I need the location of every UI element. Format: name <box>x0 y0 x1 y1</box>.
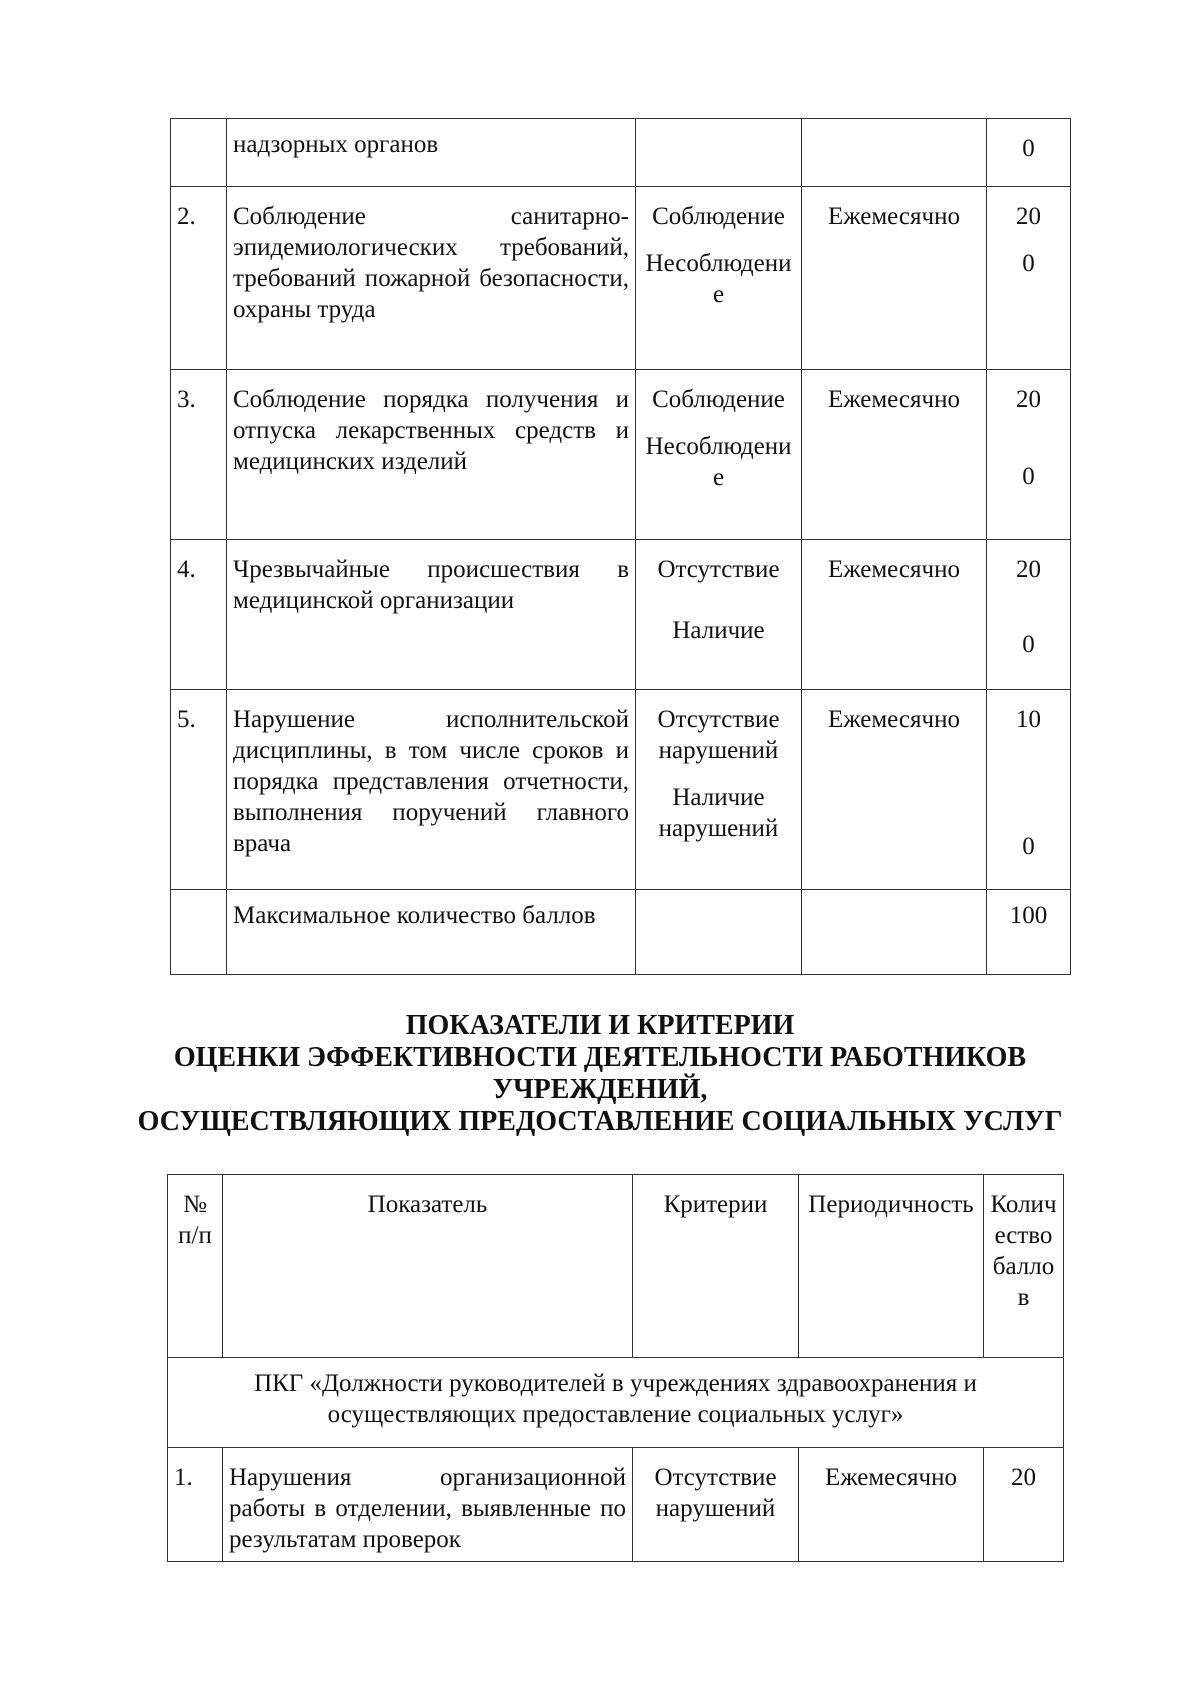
section-heading <box>120 1010 1080 1138</box>
period-cell: Ежемесячно <box>802 690 987 890</box>
indicator-cell: Нарушение исполнительской дисциплины, в том числе сроков и порядка представления отчетности, выполнения поручений главного врача <box>227 690 636 890</box>
criterion-negative: Наличие нарушений <box>658 784 779 842</box>
points-total: 100 <box>1009 902 1048 929</box>
points-cell <box>987 890 1071 975</box>
criterion-negative: Несоблюдение <box>645 433 792 491</box>
period-cell <box>802 890 987 975</box>
header-indicator: Показатель <box>223 1175 633 1358</box>
criterion-positive: Отсутствие <box>657 556 780 583</box>
period-cell <box>802 119 987 187</box>
row-number: 5. <box>171 690 227 890</box>
points-min: 0 <box>1022 631 1035 658</box>
table-row <box>171 370 1071 540</box>
points-max: 10 <box>1016 706 1041 733</box>
row-number: 2. <box>171 187 227 370</box>
row-number: 4. <box>171 540 227 690</box>
criterion-positive: Отсутствие нарушений <box>654 1464 777 1522</box>
points-min: 0 <box>1022 250 1035 277</box>
indicator-cell: Соблюдение порядка получения и отпуска лекарственных средств и медицинских изделий <box>227 370 636 540</box>
points-min: 0 <box>1022 833 1035 860</box>
criterion-negative: Несоблюдение <box>645 250 792 308</box>
points-min: 0 <box>1022 463 1035 490</box>
table-row <box>171 540 1071 690</box>
criteria-cell <box>636 119 802 187</box>
criterion-positive: Отсутствие нарушений <box>657 706 780 764</box>
criteria-table-continued <box>170 118 1071 975</box>
period-cell: Ежемесячно <box>802 540 987 690</box>
points-cell <box>987 690 1071 890</box>
header-period: Периодичность <box>799 1175 984 1358</box>
points-max: 20 <box>1016 556 1041 583</box>
indicator-cell: Максимальное количество баллов <box>227 890 636 975</box>
points-cell <box>987 187 1071 370</box>
heading-line: УЧРЕЖДЕНИЙ, <box>492 1074 708 1105</box>
header-number: № п/п <box>168 1175 223 1358</box>
heading-line: ОСУЩЕСТВЛЯЮЩИХ ПРЕДОСТАВЛЕНИЕ СОЦИАЛЬНЫХ УСЛУГ <box>137 1106 1063 1137</box>
row-number <box>171 890 227 975</box>
points-value: 0 <box>1022 135 1035 162</box>
group-title-row <box>168 1358 1064 1448</box>
points-cell <box>987 119 1071 187</box>
indicator-cell: Нарушения организационной работы в отделении, выявленные по результатам проверок <box>223 1448 633 1562</box>
group-title: ПКГ «Должности руководителей в учреждениях здравоохранения и осуществляющих предоставление социальных услуг» <box>168 1358 1064 1448</box>
period-cell: Ежемесячно <box>799 1448 984 1562</box>
table-row <box>171 890 1071 975</box>
points-cell <box>987 540 1071 690</box>
points-cell <box>984 1448 1064 1562</box>
criterion-negative: Наличие <box>672 617 765 644</box>
criterion-positive: Соблюдение <box>652 203 785 230</box>
criterion-positive: Соблюдение <box>652 386 785 413</box>
row-number: 3. <box>171 370 227 540</box>
heading-line: ПОКАЗАТЕЛИ И КРИТЕРИИ <box>405 1010 795 1041</box>
points-max: 20 <box>1016 203 1041 230</box>
criteria-table <box>167 1174 1064 1562</box>
points-cell <box>987 370 1071 540</box>
row-number: 1. <box>168 1448 223 1562</box>
points-max: 20 <box>1011 1464 1036 1491</box>
period-cell: Ежемесячно <box>802 187 987 370</box>
heading-line: ОЦЕНКИ ЭФФЕКТИВНОСТИ ДЕЯТЕЛЬНОСТИ РАБОТНИКОВ <box>173 1042 1027 1073</box>
table-row <box>171 187 1071 370</box>
header-points: Количество баллов <box>984 1175 1064 1358</box>
criteria-cell <box>636 187 802 370</box>
header-criteria: Критерии <box>633 1175 799 1358</box>
indicator-cell: надзорных органов <box>227 119 636 187</box>
criteria-cell <box>636 540 802 690</box>
table-row <box>168 1448 1064 1562</box>
criteria-cell <box>636 370 802 540</box>
criteria-cell <box>636 890 802 975</box>
indicator-cell: Чрезвычайные происшествия в медицинской организации <box>227 540 636 690</box>
table-header-row <box>168 1175 1064 1358</box>
table-row <box>171 119 1071 187</box>
criteria-cell <box>633 1448 799 1562</box>
indicator-cell: Соблюдение санитарно-эпидемиологических требований, требований пожарной безопасности, охраны труда <box>227 187 636 370</box>
criteria-cell <box>636 690 802 890</box>
points-max: 20 <box>1016 386 1041 413</box>
table-row <box>171 690 1071 890</box>
row-number <box>171 119 227 187</box>
period-cell: Ежемесячно <box>802 370 987 540</box>
